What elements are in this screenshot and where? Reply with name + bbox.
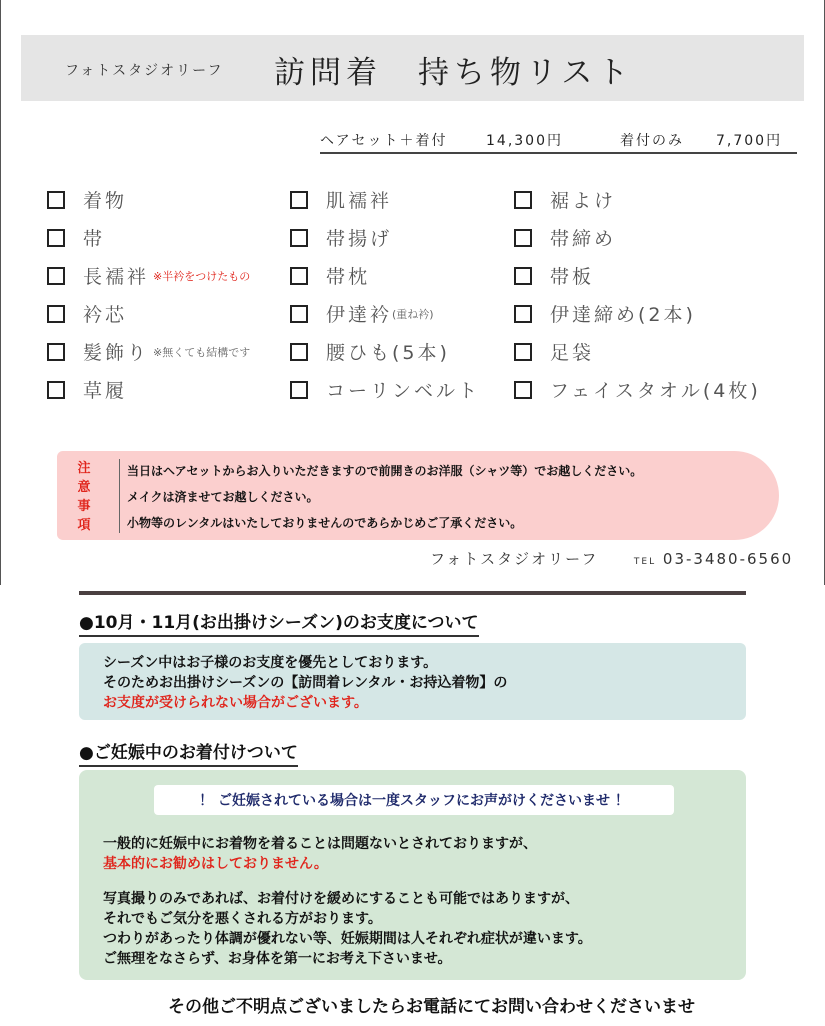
checklist-item-label: 裾よけ — [550, 190, 617, 212]
section-divider — [79, 591, 746, 595]
checkbox[interactable] — [290, 343, 308, 361]
footer-contact-note: その他ご不明点ございましたらお電話にてお問い合わせくださいませ — [168, 997, 695, 1017]
checklist-item-label: 腰ひも(5本) — [326, 342, 450, 364]
checkbox[interactable] — [290, 267, 308, 285]
checkbox[interactable] — [514, 305, 532, 323]
checklist-item-label: 足袋 — [550, 342, 595, 364]
pregnancy-line: 一般的に妊娠中にお着物を着ることは問題ないとされておりますが、 — [103, 836, 537, 852]
dressing-only-label: 着付のみ — [620, 133, 684, 149]
pregnancy-notice: ！ ご妊娠されている場合は一度スタッフにお声がけくださいませ ！ — [154, 785, 674, 815]
caution-label-char: 意 — [77, 480, 91, 495]
checklist-item[interactable] — [290, 338, 450, 365]
checklist-item-label: 帯揚げ — [326, 228, 393, 250]
checklist-item[interactable] — [290, 224, 392, 251]
pregnancy-section-heading: ●ご妊娠中のお着付けついて — [79, 738, 298, 767]
hair-set-dressing-price: 14,300円 — [486, 133, 563, 149]
season-warning: お支度が受けられない場合がございます。 — [103, 695, 368, 711]
checklist-item[interactable] — [514, 186, 616, 213]
checkbox[interactable] — [514, 267, 532, 285]
pregnancy-info-box — [79, 770, 746, 980]
checklist-item[interactable] — [47, 300, 127, 327]
checklist-item[interactable] — [47, 262, 250, 289]
checkbox[interactable] — [514, 381, 532, 399]
season-line: そのためお出掛けシーズンの【訪問着レンタル・お持込着物】の — [103, 675, 508, 691]
checkbox[interactable] — [290, 381, 308, 399]
checklist-item[interactable] — [47, 186, 127, 213]
season-info-box — [79, 643, 746, 720]
checklist-item-label: 衿芯 — [83, 304, 128, 326]
caution-box — [57, 451, 779, 540]
tel-mark: TEL — [633, 557, 657, 567]
checklist-item-label: 帯 — [83, 228, 106, 250]
checklist-item-label: フェイスタオル(4枚) — [550, 380, 761, 402]
caution-label-char: 注 — [77, 461, 91, 476]
contact-line — [430, 548, 793, 569]
caution-line: 小物等のレンタルはいたしておりませんのであらかじめご了承ください。 — [127, 516, 523, 530]
checklist — [0, 0, 825, 420]
checklist-item[interactable] — [514, 376, 761, 403]
hair-set-dressing-label: ヘアセット＋着付 — [320, 133, 448, 149]
pregnancy-paragraph-line: つわりがあったり体調が優れない等、妊娠期間は人それぞれ症状が違います。 — [103, 931, 592, 947]
checklist-item[interactable] — [290, 262, 370, 289]
pregnancy-paragraph-line: それでもご気分を悪くされる方がおります。 — [103, 911, 382, 927]
checklist-item-label: 伊達締め(2本) — [550, 304, 696, 326]
pregnancy-paragraph-line: 写真撮りのみであれば、お着付けを緩めにすることも可能ではありますが、 — [103, 891, 579, 907]
checklist-item[interactable] — [47, 224, 105, 251]
checklist-item-label: 長襦袢 — [83, 266, 150, 288]
checkbox[interactable] — [47, 305, 65, 323]
checkbox[interactable] — [47, 229, 65, 247]
pregnancy-paragraph-line: ご無理をなさらず、お身体を第一にお考え下さいませ。 — [103, 951, 452, 967]
checklist-item-label: 帯枕 — [326, 266, 371, 288]
checklist-item-label: 肌襦袢 — [326, 190, 393, 212]
checklist-item[interactable] — [290, 300, 434, 327]
checkbox[interactable] — [514, 229, 532, 247]
checklist-item-label: 帯板 — [550, 266, 595, 288]
checklist-item[interactable] — [514, 338, 594, 365]
season-line: シーズン中はお子様のお支度を優先としております。 — [103, 655, 438, 671]
checklist-item-label: 伊達衿 — [326, 304, 393, 326]
checklist-item[interactable] — [47, 376, 127, 403]
caution-label-char: 事 — [77, 499, 91, 514]
dressing-only-price: 7,700円 — [716, 133, 783, 149]
checklist-item-label: 帯締め — [550, 228, 617, 250]
caution-label — [75, 459, 93, 535]
checklist-item[interactable] — [290, 376, 480, 403]
checkbox[interactable] — [47, 267, 65, 285]
checkbox[interactable] — [290, 229, 308, 247]
checkbox[interactable] — [290, 305, 308, 323]
checkbox[interactable] — [514, 191, 532, 209]
checklist-item[interactable] — [514, 224, 616, 251]
checklist-item-label: コーリンベルト — [326, 380, 481, 402]
contact-studio-name: フォトスタジオリーフ — [430, 550, 599, 568]
checklist-item[interactable] — [47, 338, 250, 365]
checkbox[interactable] — [47, 381, 65, 399]
checklist-item[interactable] — [290, 186, 392, 213]
checkbox[interactable] — [47, 191, 65, 209]
checklist-item-note: (重ね衿) — [392, 307, 434, 321]
season-section-heading: ●10月・11月(お出掛けシーズン)のお支度について — [79, 608, 479, 637]
checklist-item-label: 着物 — [83, 190, 128, 212]
checklist-item-label: 草履 — [83, 380, 128, 402]
checklist-item-note: ※無くても結構です — [153, 345, 251, 359]
checklist-item[interactable] — [514, 262, 594, 289]
studio-name: フォトスタジオリーフ — [65, 63, 224, 79]
page-title: 訪問着 持ち物リスト — [274, 55, 634, 91]
checklist-item-label: 髪飾り — [83, 342, 150, 364]
caution-divider — [119, 459, 120, 533]
phone-number[interactable]: 03-3480-6560 — [662, 550, 794, 568]
caution-line: 当日はヘアセットからお入りいただきますので前開きのお洋服（シャツ等）でお越しください。 — [127, 464, 643, 478]
checkbox[interactable] — [47, 343, 65, 361]
pregnancy-warning: 基本的にお勧めはしておりません。 — [103, 856, 328, 872]
checklist-item[interactable] — [514, 300, 696, 327]
checklist-item-note: ※半衿をつけたもの — [153, 269, 251, 283]
caution-label-char: 項 — [77, 518, 91, 533]
checkbox[interactable] — [290, 191, 308, 209]
caution-line: メイクは済ませてお越しください。 — [127, 490, 319, 504]
checkbox[interactable] — [514, 343, 532, 361]
